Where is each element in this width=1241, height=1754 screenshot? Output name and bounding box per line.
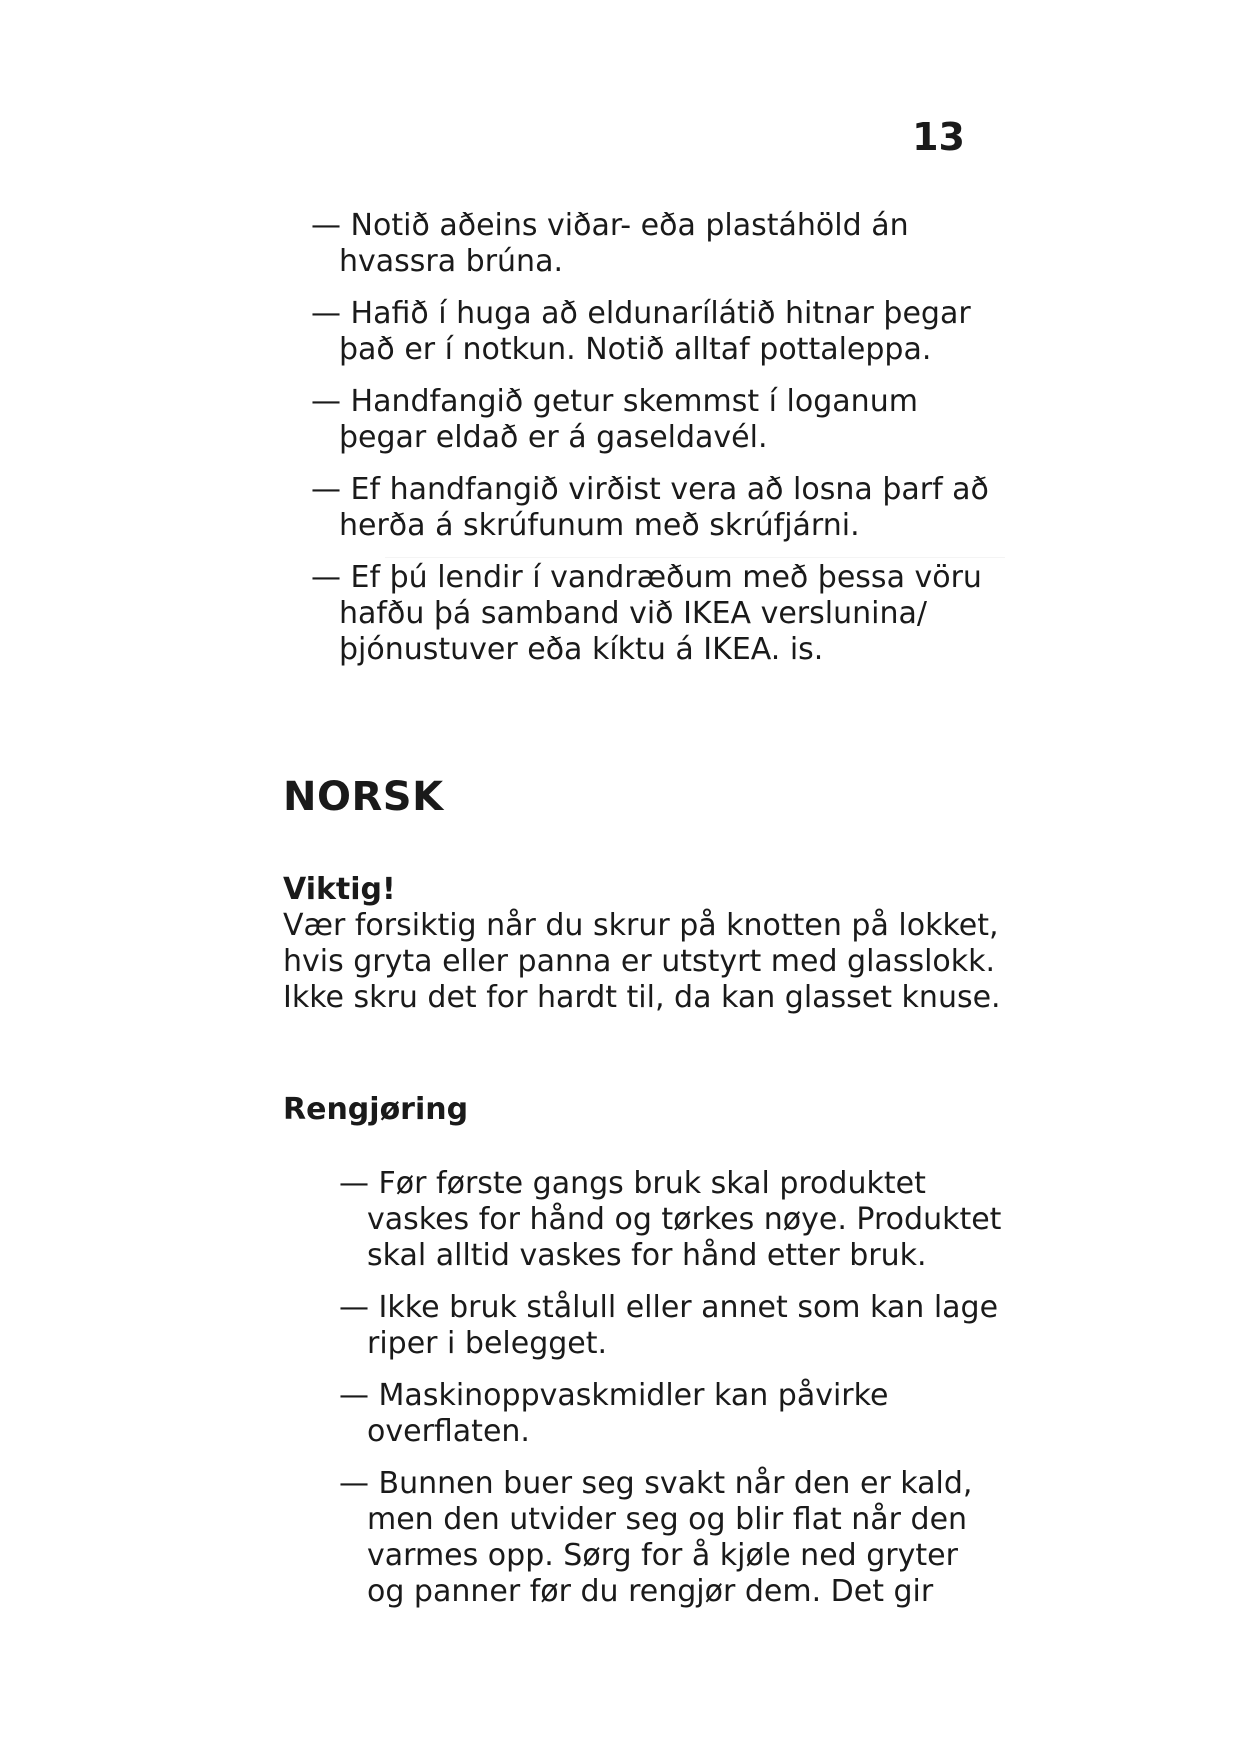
dash-glyph: — <box>339 1378 369 1413</box>
list-item <box>283 472 1003 544</box>
bullet-text: Notið aðeins viðar- eða plastáhöld án hvassra brúna. <box>339 208 909 279</box>
list-item <box>283 296 1003 368</box>
list-item <box>311 1290 1003 1362</box>
icelandic-bullet-list <box>283 208 1003 668</box>
icelandic-section <box>283 208 1003 684</box>
dash-glyph: — <box>339 1290 369 1325</box>
list-item <box>283 384 1003 456</box>
bullet-text: Maskinoppvaskmidler kan påvirke overflaten. <box>367 1378 889 1449</box>
important-title: Viktig! <box>283 872 396 907</box>
dash-glyph: — <box>339 1466 369 1501</box>
list-item <box>311 1378 1003 1450</box>
dash-glyph: — <box>311 384 341 419</box>
dash-glyph: — <box>311 472 341 507</box>
cleaning-section <box>283 1092 1003 1626</box>
bullet-text: Ef þú lendir í vandræðum með þessa vöru hafðu þá samband við IKEA verslunina/þjónustuver eða kíktu á IKEA. is. <box>339 560 982 667</box>
bullet-text: Ikke bruk stålull eller annet som kan lage riper i belegget. <box>367 1290 999 1361</box>
section-heading-norsk: NORSK <box>283 774 444 820</box>
list-item <box>283 208 1003 280</box>
bullet-text: Handfangið getur skemmst í loganum þegar eldað er á gaseldavél. <box>339 384 918 455</box>
bullet-text: Ef handfangið virðist vera að losna þarf að herða á skrúfunum með skrúfjárni. <box>339 472 989 543</box>
important-notice <box>283 872 1003 1016</box>
list-item <box>311 1466 1003 1610</box>
bullet-text: Hafið í huga að eldunarílátið hitnar þegar það er í notkun. Notið alltaf pottaleppa. <box>339 296 971 367</box>
page-number: 13 <box>912 115 965 159</box>
dash-glyph: — <box>311 296 341 331</box>
dash-glyph: — <box>311 560 341 595</box>
bullet-text: Bunnen buer seg svakt når den er kald, men den utvider seg og blir flat når den varmes opp. Sørg for å kjøle ned gryter og panner før du rengjør dem. Det gir <box>367 1466 973 1609</box>
dash-glyph: — <box>339 1166 369 1201</box>
important-text: Vær forsiktig når du skrur på knotten på lokket, hvis gryta eller panna er utstyrt med glasslokk. Ikke skru det for hardt til, da kan glasset knuse. <box>283 908 1001 1015</box>
cleaning-bullet-list <box>311 1166 1003 1610</box>
bullet-text: Før første gangs bruk skal produktet vaskes for hånd og tørkes nøye. Produktet skal alltid vaskes for hånd etter bruk. <box>367 1166 1002 1273</box>
list-item <box>311 1166 1003 1274</box>
list-item <box>283 560 1003 668</box>
dash-glyph: — <box>311 208 341 243</box>
cleaning-title: Rengjøring <box>283 1092 469 1127</box>
